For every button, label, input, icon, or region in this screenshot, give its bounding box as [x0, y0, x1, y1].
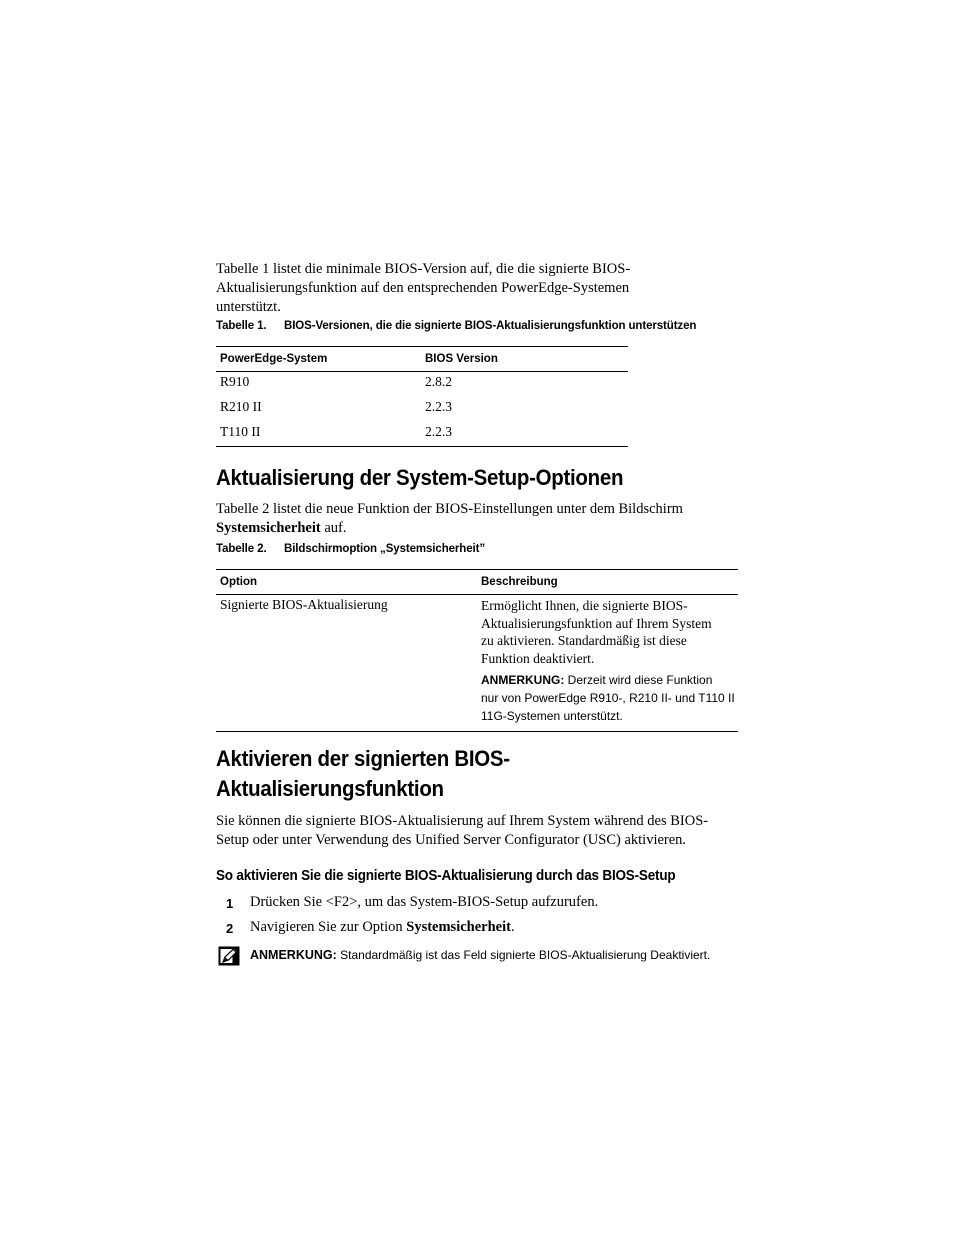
table1-caption-number: Tabelle 1.	[216, 320, 267, 332]
table2-caption	[216, 543, 756, 555]
table2-header-description: Beschreibung	[481, 576, 558, 588]
table1-cell: R210 II	[220, 398, 262, 414]
table2-description-cell	[477, 595, 738, 732]
table1-header-row	[216, 347, 628, 372]
note-text-part: Standardmäßig ist das Feld	[336, 948, 491, 962]
table2-caption-text: Bildschirmoption „Systemsicherheit”	[284, 543, 485, 555]
section2-line: Setup oder unter Verwendung des Unified Server Configurator (USC) aktivieren.	[216, 832, 687, 848]
table1-cell: T110 II	[220, 423, 261, 439]
note-label: ANMERKUNG:	[250, 948, 337, 962]
step-text: Drücken Sie <F2>, um das System-BIOS-Setup aufzurufen.	[250, 894, 599, 910]
table-row	[216, 595, 738, 732]
table-row	[216, 372, 628, 397]
description-line: Funktion deaktiviert.	[481, 650, 595, 666]
step-text-plain: Navigieren Sie zur Option	[250, 919, 407, 935]
section2-line: Sie können die signierte BIOS-Aktualisierung auf Ihrem System während des BIOS-	[216, 813, 709, 829]
pencil-note-icon	[218, 946, 240, 966]
note-field-name: signierte BIOS-Aktualisierung	[490, 948, 647, 962]
table2	[216, 569, 738, 732]
table1-cell: 2.2.3	[425, 398, 452, 414]
intro-line: Tabelle 1 listet die minimale BIOS-Version auf, die die signierte BIOS-	[216, 261, 631, 277]
step-text-tail: .	[510, 919, 515, 935]
systemsicherheit-term: Systemsicherheit	[216, 520, 321, 536]
section1-paragraph	[216, 500, 776, 538]
note-line: nur von PowerEdge R910-, R210 II- und T110 II	[481, 691, 735, 705]
table1-cell: 2.2.3	[425, 423, 452, 439]
intro-paragraph	[216, 260, 776, 317]
step-number: 1	[226, 896, 234, 911]
procedure-subheading: So aktivieren Sie die signierte BIOS-Aktualisierung durch das BIOS-Setup	[216, 868, 676, 884]
note-line: Derzeit wird diese Funktion	[564, 673, 713, 687]
description-line: Aktualisierungsfunktion auf Ihrem System	[481, 615, 712, 631]
intro-line: Aktualisierungsfunktion auf den entsprechenden PowerEdge-Systemen	[216, 280, 630, 296]
note-line: 11G-Systemen unterstützt.	[481, 709, 623, 723]
table1-caption-text: BIOS-Versionen, die die signierte BIOS-Aktualisierungsfunktion unterstützen	[284, 320, 697, 332]
step-number: 2	[226, 921, 234, 936]
section-heading-system-setup: Aktualisierung der System-Setup-Optionen	[216, 465, 624, 490]
table1-caption	[216, 320, 756, 332]
table1-header-system: PowerEdge-System	[220, 353, 328, 365]
description-line: Ermöglicht Ihnen, die signierte BIOS-	[481, 598, 688, 613]
note-block	[218, 946, 758, 970]
step-option-bold: Systemsicherheit	[406, 919, 511, 935]
table1-header-bios: BIOS Version	[425, 353, 498, 365]
table2-header-row	[216, 570, 738, 595]
heading-line: Aktualisierungsfunktion	[216, 776, 444, 801]
heading-line: Aktivieren der signierten BIOS-	[216, 746, 510, 771]
section1-line: Tabelle 2 listet die neue Funktion der BIOS-Einstellungen unter dem Bildschirm	[216, 501, 683, 517]
table1	[216, 346, 628, 447]
description-line: zu aktivieren. Standardmäßig ist diese	[481, 633, 687, 648]
list-item	[216, 893, 776, 918]
note-text-end: .	[707, 948, 711, 962]
table1-cell: 2.8.2	[425, 374, 452, 389]
table-row	[216, 422, 628, 447]
list-item	[216, 918, 776, 943]
note-field-value: Deaktiviert	[646, 948, 707, 962]
section1-line2-rest: auf.	[320, 520, 347, 536]
table2-caption-number: Tabelle 2.	[216, 543, 267, 555]
table2-header-option: Option	[220, 576, 258, 588]
note-text	[250, 946, 710, 964]
table2-option-cell: Signierte BIOS-Aktualisierung	[220, 597, 388, 612]
table-row	[216, 397, 628, 422]
section-heading-activate	[216, 744, 510, 804]
section1-line2	[216, 519, 776, 538]
step-list	[216, 893, 776, 943]
table2-note	[481, 671, 738, 731]
intro-line: unterstützt.	[216, 299, 281, 315]
note-label: ANMERKUNG:	[481, 673, 565, 687]
step-text	[250, 918, 515, 937]
table1-cell: R910	[220, 374, 250, 389]
section2-paragraph	[216, 812, 776, 850]
